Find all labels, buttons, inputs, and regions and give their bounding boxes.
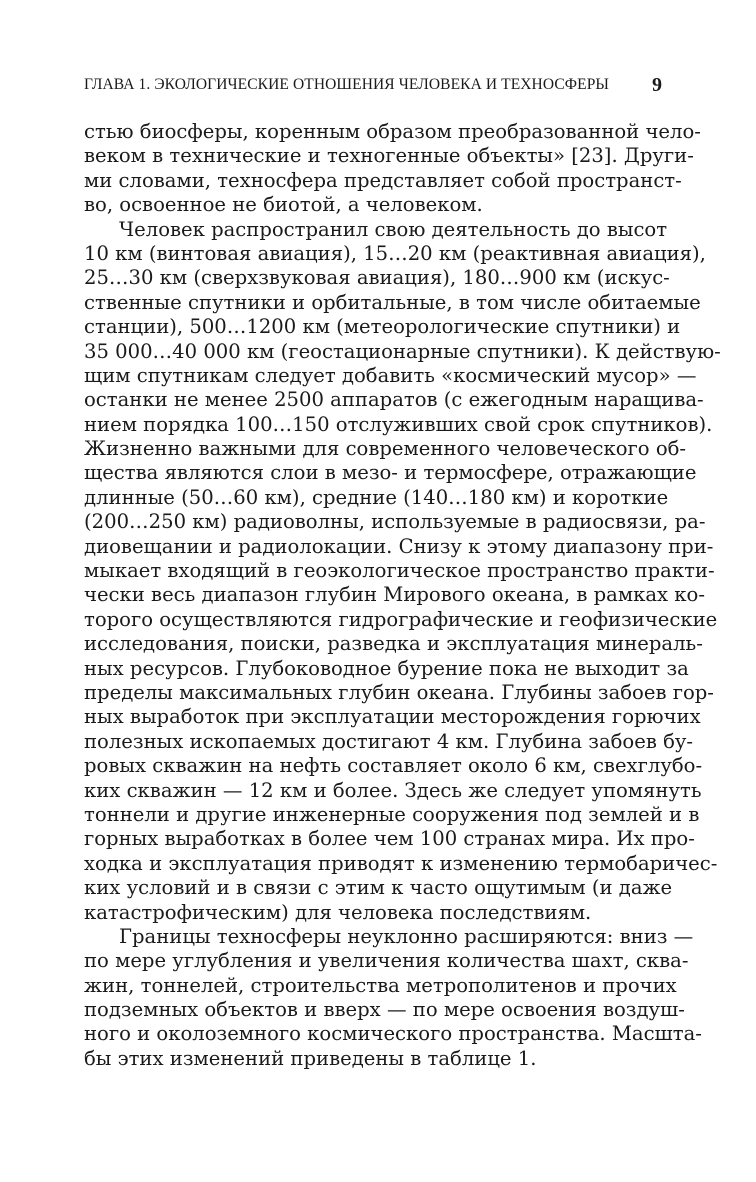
text-line: ких условий и в связи с этим к часто ощутимым (и даже [84, 876, 673, 900]
text-line: ровых скважин на нефть составляет около 6 км, свехглубо- [84, 754, 703, 778]
text-line: 35 000…40 000 км (геостационарные спутники). К действую- [84, 339, 721, 363]
text-line: ходка и эксплуатация приводят к изменению термобаричес- [84, 851, 718, 875]
text-line: мыкает входящий в геоэкологическое пространство практи- [84, 559, 715, 583]
text-line: ственные спутники и орбитальные, в том числе обитаемые [84, 290, 701, 314]
text-line: останки не менее 2500 аппаратов (с ежегодным наращива- [84, 388, 704, 412]
text-line: Жизненно важными для современного человеческого об- [84, 437, 687, 461]
text-line: Человек распространил свою деятельность до высот [119, 217, 668, 241]
text-line: торого осуществляются гидрографические и геофизические [84, 607, 718, 631]
text-line: ми словами, техносфера представляет собой пространст- [84, 168, 682, 192]
text-line: щим спутникам следует добавить «космический мусор» — [84, 363, 697, 387]
text-line: горных выработках в более чем 100 странах мира. Их про- [84, 827, 695, 851]
text-line: ных выработок при эксплуатации месторождения горючих [84, 705, 701, 729]
text-line: тоннели и другие инженерные сооружения под землей и в [84, 802, 700, 826]
text-line: чески весь диапазон глубин Мирового океана, в рамках ко- [84, 583, 705, 607]
text-line: стью биосферы, коренным образом преобразованной чело- [84, 120, 701, 143]
text-line: во, освоенное не биотой, а человеком. [84, 193, 483, 217]
text-line: бы этих изменений приведены в таблице 1. [84, 1046, 537, 1070]
text-line: щества являются слои в мезо- и термосфере, отражающие [84, 461, 697, 485]
text-line: ных ресурсов. Глубоководное бурение пока не выходит за [84, 656, 689, 680]
text-line: Границы техносферы неуклонно расширяются: вниз — [119, 924, 694, 948]
chapter-running-title: ГЛАВА 1. ЭКОЛОГИЧЕСКИЕ ОТНОШЕНИЯ ЧЕЛОВЕКА И ТЕХНОСФЕРЫ [84, 76, 610, 93]
text-line: ного и околоземного космического пространства. Масшта- [84, 1022, 702, 1046]
text-line: подземных объектов и вверх — по мере освоения воздуш- [84, 998, 685, 1022]
text-line: исследования, поиски, разведка и эксплуатация минераль- [84, 632, 703, 656]
text-line: жин, тоннелей, строительства метрополитенов и прочих [84, 973, 677, 997]
text-line: станции), 500…1200 км (метеорологические спутники) и [84, 315, 681, 339]
text-line: пределы максимальных глубин океана. Глубины забоев гор- [84, 680, 714, 704]
text-line: длинные (50…60 км), средние (140…180 км) и короткие [84, 485, 669, 509]
text-line: полезных ископаемых достигают 4 км. Глубина забоев бу- [84, 729, 694, 753]
text-line: по мере углубления и увеличения количества шахт, сква- [84, 949, 689, 973]
body-text [84, 120, 721, 1071]
text-line: катастрофическим) для человека последствиям. [84, 900, 592, 924]
text-line: (200…250 км) радиоволны, используемые в радиосвязи, ра- [84, 510, 706, 534]
text-line: 10 км (винтовая авиация), 15…20 км (реактивная авиация), [84, 241, 706, 265]
running-head [84, 76, 662, 102]
text-line: нием порядка 100…150 отслуживших свой срок спутников). [84, 412, 713, 436]
text-line: диовещании и радиолокации. Снизу к этому диапазону при- [84, 534, 714, 558]
page-number: 9 [652, 74, 662, 96]
text-line: веком в технические и техногенные объекты» [23]. Други- [84, 144, 694, 168]
text-line: ких скважин — 12 км и более. Здесь же следует упомянуть [84, 778, 702, 802]
text-line: 25…30 км (сверхзвуковая авиация), 180…900 км (искус- [84, 266, 670, 290]
